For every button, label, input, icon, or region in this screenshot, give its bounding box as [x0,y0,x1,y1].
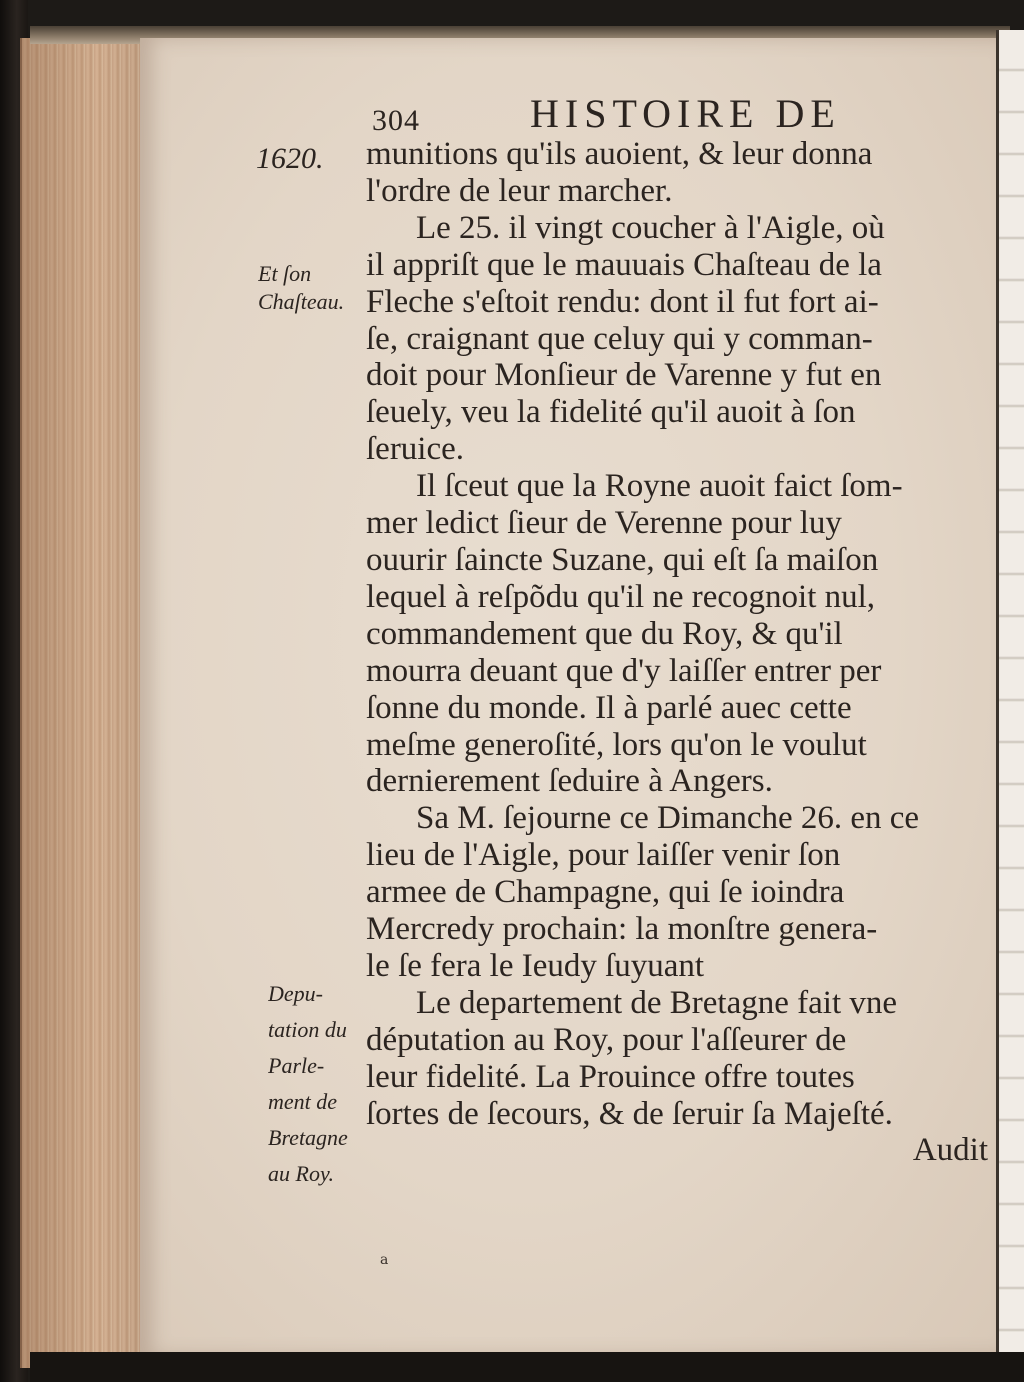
text-line: munitions qu'ils auoient, & leur donna [366,136,873,172]
text-line: ſonne du monde. Il à parlé auec cette [366,689,852,726]
text-line: lieu de l'Aigle, pour laiſſer venir ſon [366,837,841,874]
text-line: Fleche s'eſtoit rendu: dont il fut fort ai- [366,283,879,320]
text-line: ouurir ſaincte Suzane, qui eſt ſa maiſon [366,541,879,578]
margin-note-chateau [258,260,378,316]
text-line: le ſe fera le Ieudy ſuyuant [366,947,705,984]
text-line: l'ordre de leur marcher. [366,172,673,209]
margin-note-line: au Roy. [268,1161,334,1186]
text-line: Le departement de Bretagne fait vne [416,984,898,1021]
text-line: dernierement ſeduire à Angers. [366,763,773,800]
text-line: armee de Champagne, qui ſe ioindra [366,874,845,911]
body-text [366,128,990,1169]
margin-note-line: ment de [268,1089,338,1114]
margin-note-deputation [268,976,378,1192]
margin-note-line: tation du [268,1017,347,1042]
text-line: leur fidelité. La Prouince offre toutes [366,1058,855,1095]
margin-note-line: Depu- [268,981,323,1006]
margin-note-line: Chaſteau. [258,289,345,314]
text-line: Mercredy prochain: la monſtre genera- [366,911,878,948]
bottom-edge [30,1352,1024,1382]
text-line: meſme generoſité, lors qu'on le voulut [366,726,867,763]
year-note: 1620. [256,142,324,175]
text-line: ſe, craignant que celuy qui y comman- [366,320,873,357]
text-line: doit pour Monſieur de Varenne y fut en [366,357,882,394]
text-line: mer ledict ſieur de Verenne pour luy [366,505,842,542]
text-line: commandement que du Roy, & qu'il [366,615,843,652]
text-line: ſeruice. [366,431,465,468]
text-line: Le 25. il vingt coucher à l'Aigle, où [416,209,885,246]
text-line: Il ſceut que la Royne auoit faict ſom- [416,468,903,505]
signature-mark: a [380,1252,389,1268]
margin-note-line: Et ſon [258,261,312,286]
page-title: HISTOIRE DE [530,91,841,136]
page-edge-shade [20,38,150,1368]
text-line: députation au Roy, pour l'aſſeurer de [366,1021,847,1058]
text-line: ſortes de ſecours, & de ſeruir ſa Majeſté. [366,1095,893,1132]
text-line: mourra deuant que d'y laiſſer entrer per [366,652,882,689]
margin-note-line: Parle- [268,1053,325,1078]
text-line: il appriſt que le mauuais Chaſteau de la [366,246,882,283]
text-line: ſeuely, veu la fidelité qu'il auoit à ſon [366,394,856,431]
facing-page-strip [996,30,1024,1370]
margin-note-line: Bretagne [268,1125,348,1150]
text-line: lequel à reſpõdu qu'il ne recognoit nul, [366,578,876,615]
catchword: Audit [912,1132,988,1169]
page-number: 304 [372,104,420,137]
text-line: Sa M. ſejourne ce Dimanche 26. en ce [416,800,920,837]
